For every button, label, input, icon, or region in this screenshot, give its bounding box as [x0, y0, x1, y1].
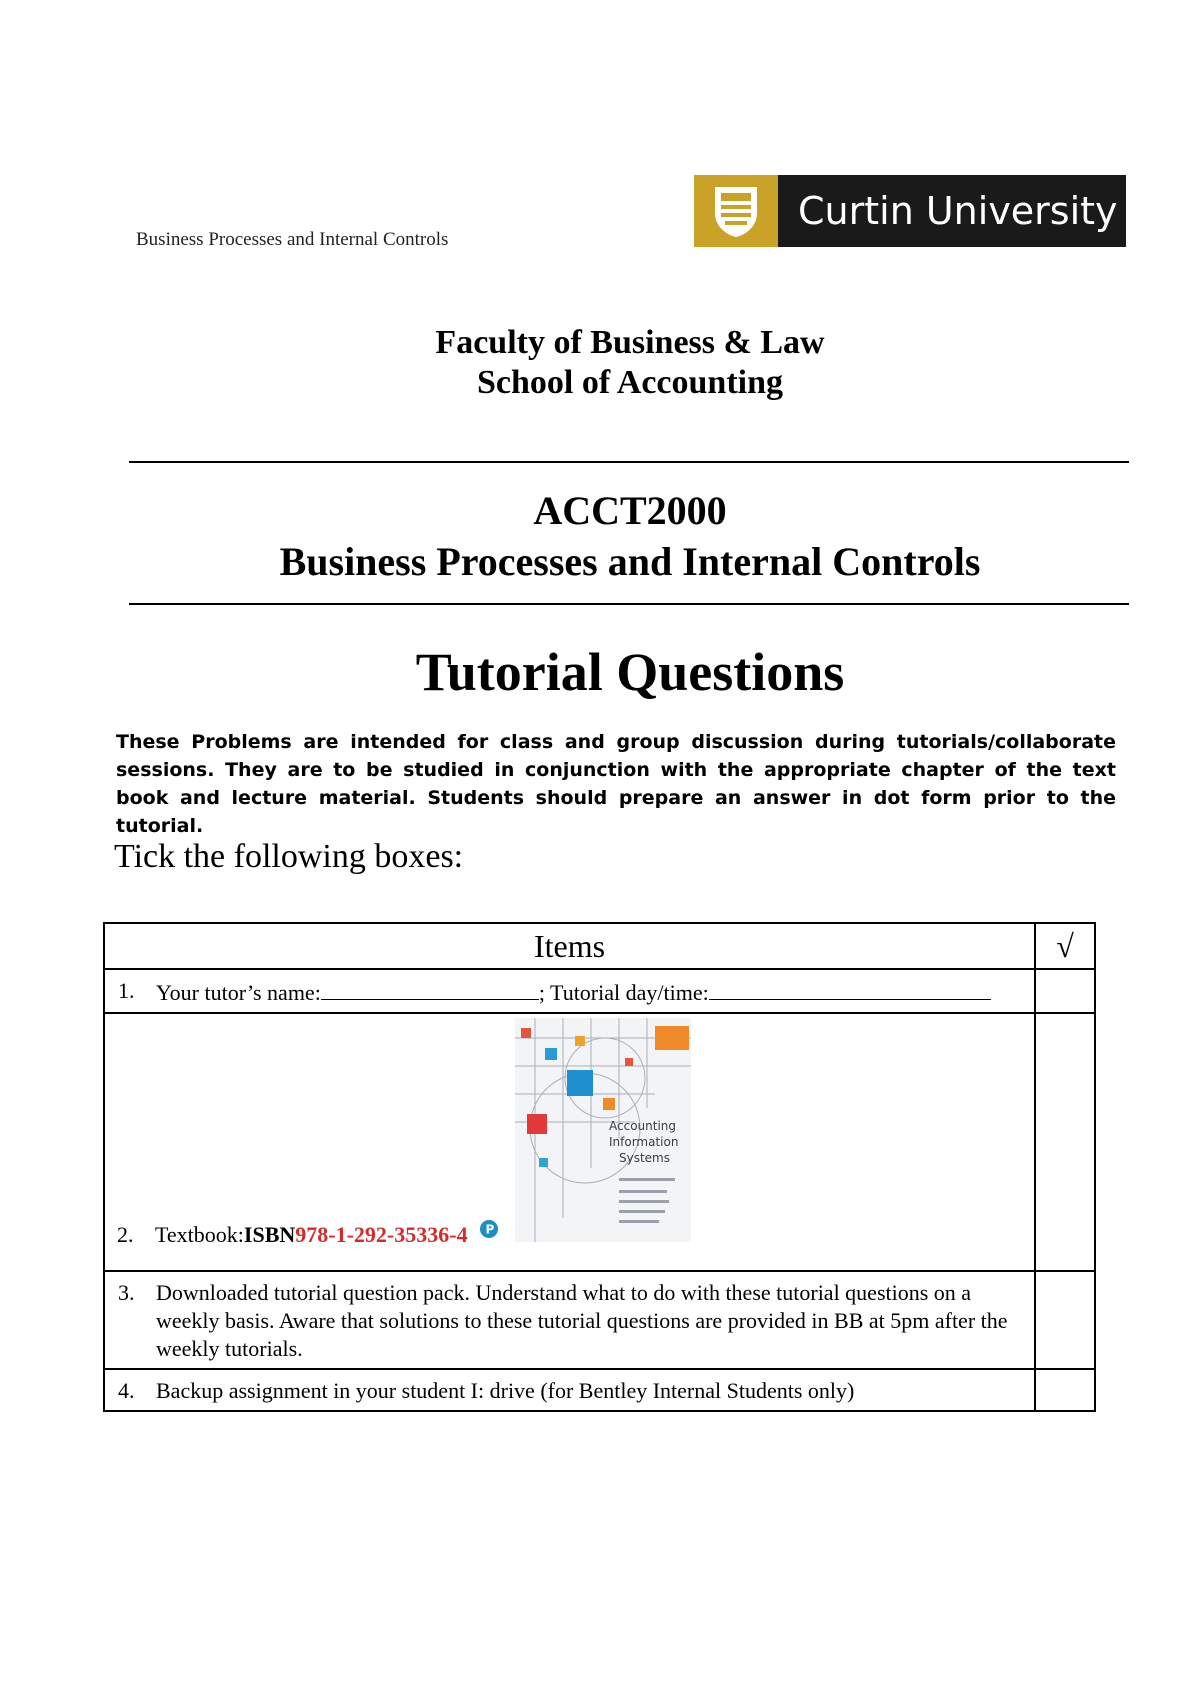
- running-header: Business Processes and Internal Controls: [136, 229, 449, 250]
- item-number: 3.: [118, 1280, 135, 1305]
- tutor-name-label: Your tutor’s name:: [156, 980, 321, 1005]
- isbn-number: 978-1-292-35336-4: [295, 1222, 468, 1247]
- item-cell: [104, 969, 1035, 1013]
- item-number: 4.: [118, 1378, 135, 1403]
- book-title-line3: Systems: [619, 1151, 670, 1165]
- tutorial-time-label: ; Tutorial day/time:: [538, 980, 709, 1005]
- book-title-line2: Information: [609, 1135, 679, 1149]
- checklist-table: [103, 922, 1096, 1412]
- intro-paragraph: These Problems are intended for class and group discussion during tutorials/collaborate sessions. They are to be studied in conjunction with the appropriate chapter of the text book and lecture material. Students should prepare an answer in dot form prior to the tutorial.: [116, 731, 1116, 837]
- item-cell: [104, 1271, 1035, 1369]
- unit-title: Business Processes and Internal Controls: [279, 539, 981, 584]
- divider-top: [129, 461, 1129, 463]
- unit-code: ACCT2000: [533, 488, 727, 533]
- item-text: Downloaded tutorial question pack. Understand what to do with these tutorial questions on a weekly basis. Aware that solutions to these tutorial questions are provided in BB at 5pm after the weekly tutorials.: [156, 1280, 1008, 1361]
- item-number: 2.: [117, 1222, 134, 1247]
- textbook-cover-image: [515, 1018, 691, 1242]
- item-cell: [104, 1369, 1035, 1411]
- tick-box[interactable]: [1035, 1013, 1095, 1271]
- shield-icon: [694, 175, 778, 247]
- header-tick: √: [1035, 923, 1095, 969]
- table-header-row: [104, 923, 1095, 969]
- tick-box[interactable]: [1035, 1369, 1095, 1411]
- divider-bottom: [129, 603, 1129, 605]
- tutorial-time-blank[interactable]: [709, 977, 991, 1000]
- tick-box[interactable]: [1035, 969, 1095, 1013]
- item-number: 1.: [118, 978, 135, 1003]
- pearson-logo-icon: [480, 1218, 498, 1248]
- svg-text:P: P: [485, 1222, 494, 1237]
- curtin-logo: [694, 175, 1126, 247]
- textbook-line: [117, 1222, 498, 1248]
- tutor-name-blank[interactable]: [321, 977, 539, 1000]
- tick-heading: Tick the following boxes:: [114, 838, 464, 875]
- table-row: [104, 1271, 1095, 1369]
- item-cell: [104, 1013, 1035, 1271]
- isbn-label: ISBN: [243, 1222, 296, 1247]
- table-row: [104, 969, 1095, 1013]
- table-row: [104, 1013, 1095, 1271]
- book-title-line1: Accounting: [609, 1119, 677, 1133]
- table-row: [104, 1369, 1095, 1411]
- document-title: Tutorial Questions: [415, 642, 845, 702]
- item-text: Backup assignment in your student I: drive (for Bentley Internal Students only): [156, 1378, 855, 1403]
- school-name: School of Accounting: [476, 364, 784, 401]
- textbook-label: Textbook:: [155, 1222, 244, 1247]
- faculty-name: Faculty of Business & Law: [435, 324, 825, 361]
- header-items: Items: [104, 923, 1035, 969]
- logo-text: Curtin University: [798, 189, 1118, 233]
- tick-box[interactable]: [1035, 1271, 1095, 1369]
